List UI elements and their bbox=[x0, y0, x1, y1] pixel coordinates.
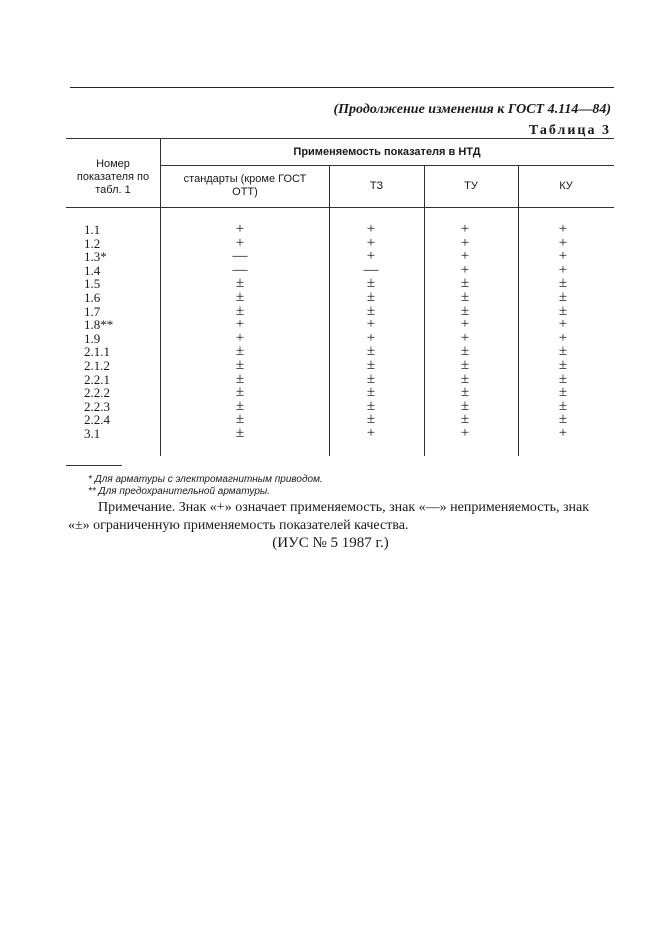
col-divider-2 bbox=[329, 165, 330, 456]
table-cell: ± bbox=[235, 275, 245, 291]
table-cell: + bbox=[366, 235, 376, 251]
row-number: 1.3* bbox=[84, 249, 107, 264]
header-bottom-border bbox=[66, 207, 614, 208]
group-header-divider bbox=[160, 165, 614, 166]
table-top-border bbox=[66, 138, 614, 139]
table-cell: ± bbox=[558, 357, 568, 373]
table-cell: ± bbox=[366, 343, 376, 359]
table-cell: ± bbox=[366, 384, 376, 400]
table-cell: ± bbox=[235, 384, 245, 400]
table-cell: + bbox=[558, 235, 568, 251]
group-header: Применяемость показателя в НТД bbox=[293, 146, 481, 158]
table-cell: ± bbox=[558, 384, 568, 400]
table-cell: ± bbox=[366, 289, 376, 305]
table-cell: + bbox=[558, 248, 568, 264]
row-number: 1.4 bbox=[84, 263, 101, 278]
row-number: 3.1 bbox=[84, 426, 101, 441]
table-cell: ± bbox=[558, 398, 568, 414]
table-cell: — bbox=[232, 248, 248, 264]
table-cell: ± bbox=[460, 275, 470, 291]
source-reference: (ИУС № 5 1987 г.) bbox=[272, 535, 389, 551]
row-number: 1.8** bbox=[84, 317, 114, 332]
table-cell: + bbox=[235, 330, 245, 346]
row-number: 1.7 bbox=[84, 304, 101, 319]
table-cell: + bbox=[460, 235, 470, 251]
table-cell: ± bbox=[366, 398, 376, 414]
table-cell: + bbox=[235, 235, 245, 251]
top-rule bbox=[70, 87, 614, 88]
table-cell: — bbox=[232, 262, 248, 278]
col-header-ku: КУ bbox=[559, 180, 573, 192]
table-cell: + bbox=[366, 221, 376, 237]
table-cell: + bbox=[558, 316, 568, 332]
table-cell: ± bbox=[460, 411, 470, 427]
row-number: 2.2.2 bbox=[84, 385, 110, 400]
table-cell: ± bbox=[366, 357, 376, 373]
table-cell: ± bbox=[558, 303, 568, 319]
table-cell: + bbox=[460, 262, 470, 278]
row-number: 2.2.4 bbox=[84, 412, 110, 427]
row-number: 1.6 bbox=[84, 290, 101, 305]
table-cell: ± bbox=[235, 289, 245, 305]
footnote-2: ** Для предохранительной арматуры. bbox=[88, 486, 271, 497]
row-number: 1.5 bbox=[84, 276, 101, 291]
footnote-rule bbox=[66, 465, 122, 466]
table-cell: ± bbox=[235, 411, 245, 427]
table-cell: + bbox=[558, 330, 568, 346]
table-cell: ± bbox=[366, 275, 376, 291]
table-cell: + bbox=[460, 221, 470, 237]
col-header-standards: стандарты (кроме ГОСТ ОТТ) bbox=[183, 173, 307, 198]
table-cell: ± bbox=[460, 398, 470, 414]
table-cell: + bbox=[460, 425, 470, 441]
continuation-heading: (Продолжение изменения к ГОСТ 4.114—84) bbox=[333, 102, 611, 117]
row-number: 2.2.3 bbox=[84, 399, 110, 414]
table-cell: ± bbox=[235, 398, 245, 414]
table-cell: ± bbox=[235, 357, 245, 373]
table-cell: + bbox=[460, 316, 470, 332]
col-divider-4 bbox=[518, 165, 519, 456]
table-label: Таблица 3 bbox=[528, 123, 611, 138]
table-cell: + bbox=[235, 316, 245, 332]
row-number: 1.2 bbox=[84, 236, 101, 251]
table-cell: ± bbox=[460, 384, 470, 400]
col-header-tu: ТУ bbox=[464, 180, 478, 192]
row-number: 2.1.1 bbox=[84, 344, 110, 359]
table-cell: ± bbox=[366, 411, 376, 427]
row-number: 1.1 bbox=[84, 222, 101, 237]
table-cell: + bbox=[366, 316, 376, 332]
table-cell: ± bbox=[235, 425, 245, 441]
row-number: 1.9 bbox=[84, 331, 101, 346]
col-divider-3 bbox=[424, 165, 425, 456]
table-cell: ± bbox=[235, 371, 245, 387]
table-cell: ± bbox=[366, 303, 376, 319]
note-paragraph: Примечание. Знак «+» означает применяемость, знак «—» неприменяемость, знак «±» ограниченную применяемость показателей качества. bbox=[68, 500, 589, 533]
table-cell: + bbox=[366, 425, 376, 441]
table-cell: ± bbox=[460, 303, 470, 319]
table-cell: ± bbox=[460, 371, 470, 387]
table-cell: ± bbox=[558, 275, 568, 291]
table-cell: — bbox=[363, 262, 379, 278]
row-number: 2.2.1 bbox=[84, 372, 110, 387]
table-cell: + bbox=[366, 248, 376, 264]
footnote-1: * Для арматуры с электромагнитным приводом. bbox=[88, 474, 323, 485]
table-cell: ± bbox=[460, 357, 470, 373]
table-cell: ± bbox=[235, 343, 245, 359]
col-header-number: Номер показателя по табл. 1 bbox=[76, 158, 150, 196]
table-cell: ± bbox=[558, 371, 568, 387]
table-cell: ± bbox=[558, 411, 568, 427]
table-cell: ± bbox=[558, 343, 568, 359]
table-cell: + bbox=[366, 330, 376, 346]
row-number: 2.1.2 bbox=[84, 358, 110, 373]
table-cell: + bbox=[235, 221, 245, 237]
table-cell: + bbox=[558, 262, 568, 278]
table-cell: + bbox=[460, 330, 470, 346]
col-divider-1 bbox=[160, 138, 161, 456]
table-cell: + bbox=[558, 425, 568, 441]
table-cell: + bbox=[558, 221, 568, 237]
table-cell: ± bbox=[366, 371, 376, 387]
table-cell: ± bbox=[460, 343, 470, 359]
col-header-tz: ТЗ bbox=[369, 180, 384, 192]
table-cell: ± bbox=[460, 289, 470, 305]
table-cell: ± bbox=[235, 303, 245, 319]
table-cell: + bbox=[460, 248, 470, 264]
table-cell: ± bbox=[558, 289, 568, 305]
